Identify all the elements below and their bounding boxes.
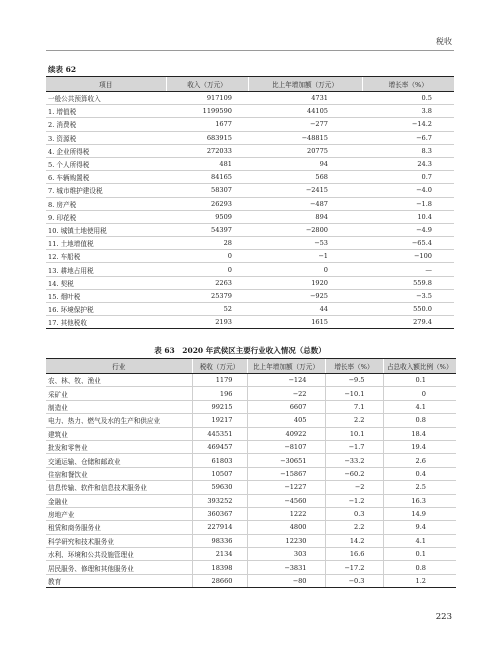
row-label: 7. 城市维护建设税 [46, 184, 166, 197]
table-cell: −2800 [248, 223, 362, 236]
table-cell: 4800 [247, 521, 325, 534]
table-cell: 58307 [166, 184, 248, 197]
table-cell: −3831 [247, 561, 325, 574]
table-cell: 2263 [166, 276, 248, 289]
table-row [46, 387, 456, 400]
row-label: 租赁和商务服务业 [46, 521, 192, 534]
table-row [46, 184, 454, 197]
table-cell: 20775 [248, 144, 362, 157]
table1-caption: 续表 62 [48, 65, 77, 74]
table-cell: 279.4 [362, 316, 454, 329]
table-cell: 0 [248, 263, 362, 276]
table-row [46, 289, 454, 302]
table-cell: −8107 [247, 440, 325, 453]
table-row [46, 303, 454, 316]
table-row [46, 494, 456, 507]
page-number: 223 [435, 612, 452, 622]
table-cell: 28 [166, 237, 248, 250]
column-header: 收入（万元） [166, 77, 248, 92]
table-cell: 1.2 [383, 574, 456, 587]
table-cell: 894 [248, 210, 362, 223]
row-label: 科学研究和技术服务业 [46, 534, 192, 547]
table2-title: 表 63 2020 年武侯区主要行业收入情况（总数） [154, 346, 326, 355]
table-cell: 8.3 [362, 144, 454, 157]
table-cell: 18.4 [383, 427, 456, 440]
table-header-row [46, 359, 456, 374]
table-cell: −22 [247, 387, 325, 400]
row-label: 水利、环境和公共设施管理业 [46, 548, 192, 561]
row-label: 1. 增值税 [46, 105, 166, 118]
table-cell: 303 [247, 548, 325, 561]
table-cell: −4560 [247, 494, 325, 507]
table-row [46, 534, 456, 547]
table-row [46, 574, 456, 587]
table-cell: 0.3 [325, 507, 383, 520]
table-row [46, 400, 456, 413]
table-cell: 24.3 [362, 157, 454, 170]
table-cell: −1.7 [325, 440, 383, 453]
table-row [46, 197, 454, 210]
table-cell: 0.1 [383, 374, 456, 387]
table-cell: 14.9 [383, 507, 456, 520]
row-label: 15. 烟叶税 [46, 289, 166, 302]
table-cell: 1677 [166, 118, 248, 131]
table-cell: 1920 [248, 276, 362, 289]
table-cell: 1179 [192, 374, 247, 387]
table-cell: −100 [362, 250, 454, 263]
header-rule [46, 50, 454, 51]
table-cell: 360367 [192, 507, 247, 520]
table-row [46, 157, 454, 170]
table-cell: −15867 [247, 467, 325, 480]
table-cell: 10507 [192, 467, 247, 480]
table-row [46, 105, 454, 118]
table-cell: −4.9 [362, 223, 454, 236]
table-cell: 44105 [248, 105, 362, 118]
row-label: 4. 企业所得税 [46, 144, 166, 157]
table-cell: −1.2 [325, 494, 383, 507]
table-row [46, 144, 454, 157]
row-label: 农、林、牧、渔业 [46, 374, 192, 387]
table-cell: 9509 [166, 210, 248, 223]
table-cell: 99215 [192, 400, 247, 413]
table-cell: −6.7 [362, 131, 454, 144]
table-row [46, 440, 456, 453]
row-label: 12. 车船税 [46, 250, 166, 263]
table-row [46, 171, 454, 184]
table-cell: −33.2 [325, 454, 383, 467]
table-cell: −30651 [247, 454, 325, 467]
row-label: 教育 [46, 574, 192, 587]
table-cell: 4.1 [383, 400, 456, 413]
table-cell: 2.5 [383, 481, 456, 494]
table-cell: −48815 [248, 131, 362, 144]
column-header: 增长率（%） [362, 77, 454, 92]
table-cell: 4731 [248, 92, 362, 105]
table-cell: 0.7 [362, 171, 454, 184]
row-label: 建筑业 [46, 427, 192, 440]
table-cell: −60.2 [325, 467, 383, 480]
row-label: 一般公共预算收入 [46, 92, 166, 105]
table-cell: 25379 [166, 289, 248, 302]
row-label: 10. 城镇土地使用税 [46, 223, 166, 236]
table-cell: 568 [248, 171, 362, 184]
table-cell: −10.1 [325, 387, 383, 400]
table-row [46, 414, 456, 427]
row-label: 2. 消费税 [46, 118, 166, 131]
table-cell: 4.1 [383, 534, 456, 547]
table-cell: −53 [248, 237, 362, 250]
table-row [46, 276, 454, 289]
table-cell: −1 [248, 250, 362, 263]
table-cell: 16.6 [325, 548, 383, 561]
row-label: 住宿和餐饮业 [46, 467, 192, 480]
table-cell: 10.1 [325, 427, 383, 440]
table-cell: 94 [248, 157, 362, 170]
table-row [46, 92, 454, 105]
table-cell: −925 [248, 289, 362, 302]
table-cell: 0.1 [383, 548, 456, 561]
table-row [46, 223, 454, 236]
table-row [46, 548, 456, 561]
row-label: 11. 土地增值税 [46, 237, 166, 250]
table-cell: 272033 [166, 144, 248, 157]
table-body [46, 92, 454, 329]
table-cell: −2 [325, 481, 383, 494]
column-header: 税收（万元） [192, 359, 247, 374]
row-label: 金融业 [46, 494, 192, 507]
table-cell: −124 [247, 374, 325, 387]
table-cell: 481 [166, 157, 248, 170]
row-label: 批发和零售业 [46, 440, 192, 453]
table-cell: 10.4 [362, 210, 454, 223]
row-label: 17. 其他税收 [46, 316, 166, 329]
table-cell: 683915 [166, 131, 248, 144]
table-cell: 0 [166, 250, 248, 263]
column-header: 行业 [46, 359, 192, 374]
table-body [46, 374, 456, 588]
table-cell: 18398 [192, 561, 247, 574]
table-cell: 84165 [166, 171, 248, 184]
table-row [46, 561, 456, 574]
table-cell: 26293 [166, 197, 248, 210]
row-label: 14. 契税 [46, 276, 166, 289]
table-header-row [46, 77, 454, 92]
table-cell: 917109 [166, 92, 248, 105]
table-row [46, 250, 454, 263]
table-cell: −17.2 [325, 561, 383, 574]
column-header: 比上年增加额（万元） [247, 359, 325, 374]
table-cell: 1615 [248, 316, 362, 329]
table-cell: 469457 [192, 440, 247, 453]
table-cell: −1.8 [362, 197, 454, 210]
table-row [46, 118, 454, 131]
table-cell: 0 [166, 263, 248, 276]
row-label: 16. 环境保护税 [46, 303, 166, 316]
row-label: 13. 耕地占用税 [46, 263, 166, 276]
table-cell: 28660 [192, 574, 247, 587]
table-row [46, 481, 456, 494]
row-label: 信息传输、软件和信息技术服务业 [46, 481, 192, 494]
table-cell: 550.0 [362, 303, 454, 316]
row-label: 居民服务、修理和其他服务业 [46, 561, 192, 574]
table-cell: −9.5 [325, 374, 383, 387]
table-cell: −2415 [248, 184, 362, 197]
table-cell: 0.5 [362, 92, 454, 105]
table-cell: 12230 [247, 534, 325, 547]
row-label: 8. 房产税 [46, 197, 166, 210]
table-row [46, 210, 454, 223]
table-row [46, 521, 456, 534]
table-cell: 14.2 [325, 534, 383, 547]
table-cell: 393252 [192, 494, 247, 507]
table-cell: 54397 [166, 223, 248, 236]
table-row [46, 427, 456, 440]
table-cell: 44 [248, 303, 362, 316]
table-row [46, 507, 456, 520]
row-label: 房地产业 [46, 507, 192, 520]
table-cell: 16.3 [383, 494, 456, 507]
running-head: 税收 [436, 37, 452, 46]
column-header: 增长率（%） [325, 359, 383, 374]
row-label: 采矿业 [46, 387, 192, 400]
table-cell: 61803 [192, 454, 247, 467]
table-cell: −14.2 [362, 118, 454, 131]
table-row [46, 374, 456, 387]
table-row [46, 467, 456, 480]
table-cell: 52 [166, 303, 248, 316]
table-cell: −0.3 [325, 574, 383, 587]
column-header: 项目 [46, 77, 166, 92]
row-label: 6. 车辆购置税 [46, 171, 166, 184]
table-cell: 445351 [192, 427, 247, 440]
table-cell: 0 [383, 387, 456, 400]
table-cell: 98336 [192, 534, 247, 547]
table-cell: 9.4 [383, 521, 456, 534]
table-cell: — [362, 263, 454, 276]
table-cell: −1227 [247, 481, 325, 494]
industry-revenue-table [46, 358, 456, 588]
table-cell: 40922 [247, 427, 325, 440]
row-label: 交通运输、仓储和邮政业 [46, 454, 192, 467]
table-cell: −80 [247, 574, 325, 587]
table-row [46, 237, 454, 250]
table-cell: 2193 [166, 316, 248, 329]
tax-revenue-table [46, 76, 454, 329]
table-cell: −65.4 [362, 237, 454, 250]
row-label: 制造业 [46, 400, 192, 413]
row-label: 3. 资源税 [46, 131, 166, 144]
table-cell: 196 [192, 387, 247, 400]
table-cell: 59630 [192, 481, 247, 494]
table-cell: −487 [248, 197, 362, 210]
table-cell: 559.8 [362, 276, 454, 289]
table-cell: 0.8 [383, 414, 456, 427]
table-cell: 19.4 [383, 440, 456, 453]
table-row [46, 316, 454, 329]
row-label: 电力、热力、燃气及水的生产和供应业 [46, 414, 192, 427]
table-row [46, 263, 454, 276]
column-header: 比上年增加额（万元） [248, 77, 362, 92]
table-cell: 6607 [247, 400, 325, 413]
table-cell: 2.2 [325, 414, 383, 427]
table-cell: 1199590 [166, 105, 248, 118]
table-cell: 227914 [192, 521, 247, 534]
table-cell: 2.2 [325, 521, 383, 534]
table-cell: 2.6 [383, 454, 456, 467]
table-row [46, 454, 456, 467]
table-cell: 0.4 [383, 467, 456, 480]
table-cell: 0.8 [383, 561, 456, 574]
table-cell: 19217 [192, 414, 247, 427]
table-cell: 405 [247, 414, 325, 427]
table-cell: 2134 [192, 548, 247, 561]
table-cell: 7.1 [325, 400, 383, 413]
column-header: 占总收入额比例（%） [383, 359, 456, 374]
table-row [46, 131, 454, 144]
table-cell: 1222 [247, 507, 325, 520]
row-label: 9. 印花税 [46, 210, 166, 223]
table-cell: −4.0 [362, 184, 454, 197]
table-cell: −3.5 [362, 289, 454, 302]
table-cell: 3.8 [362, 105, 454, 118]
table-cell: −277 [248, 118, 362, 131]
row-label: 5. 个人所得税 [46, 157, 166, 170]
